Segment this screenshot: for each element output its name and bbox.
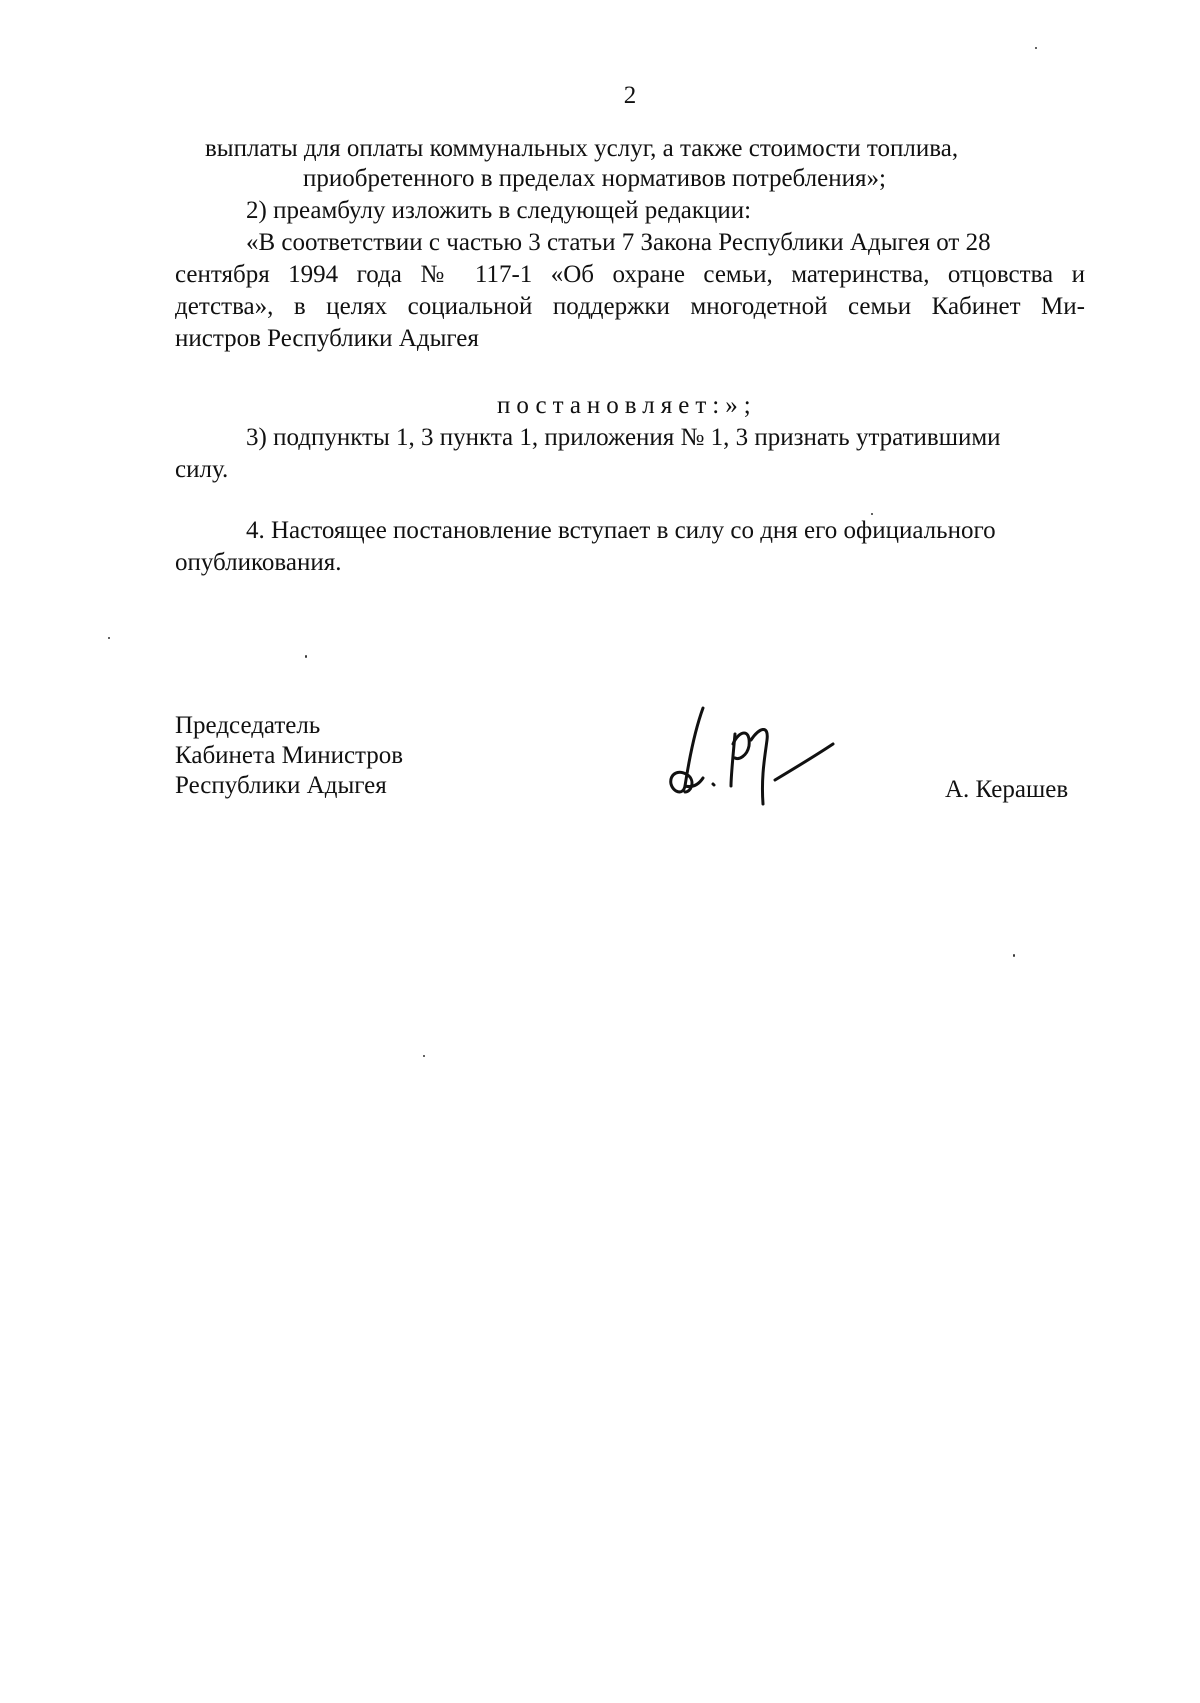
paragraph-2: 2) преамбулу изложить в следующей редакции: — [246, 197, 752, 224]
scan-speck — [871, 513, 873, 515]
signature-title-line-2: Кабинета Министров — [175, 742, 404, 769]
signer-name: А. Керашев — [945, 776, 1069, 803]
paragraph-3-line-1: «В соответствии с частью 3 статьи 7 Закона Республики Адыгея от 28 — [246, 229, 991, 256]
paragraph-1-line-2: приобретенного в пределах нормативов потребления»; — [303, 165, 886, 192]
paragraph-1-line-1: выплаты для оплаты коммунальных услуг, а также стоимости топлива, — [205, 135, 959, 162]
signature-title-line-1: Председатель — [175, 712, 321, 739]
scan-speck — [1035, 47, 1037, 49]
paragraph-5-line-2: опубликования. — [175, 549, 342, 576]
paragraph-5-line-1: 4. Настоящее постановление вступает в силу со дня его официального — [246, 517, 996, 544]
scan-speck — [305, 655, 307, 658]
handwritten-signature — [665, 700, 855, 810]
resolves-heading: постановляет:»; — [497, 392, 757, 419]
signature-title-line-3: Республики Адыгея — [175, 772, 387, 799]
scan-speck — [108, 637, 110, 639]
paragraph-3-line-4: нистров Республики Адыгея — [175, 325, 479, 352]
scan-speck — [423, 1055, 425, 1057]
scan-speck — [1013, 954, 1015, 957]
paragraph-3-line-3: детства», в целях социальной поддержки многодетной семьи Кабинет Ми- — [175, 293, 1085, 320]
page-number: 2 — [623, 82, 637, 109]
paragraph-4-line-2: силу. — [175, 456, 229, 483]
paragraph-3-line-2: сентября 1994 года № 117-1 «Об охране семьи, материнства, отцовства и — [175, 261, 1085, 288]
paragraph-4-line-1: 3) подпункты 1, 3 пункта 1, приложения № 1, 3 признать утратившими — [246, 424, 1001, 451]
signature-title-block — [175, 711, 403, 801]
